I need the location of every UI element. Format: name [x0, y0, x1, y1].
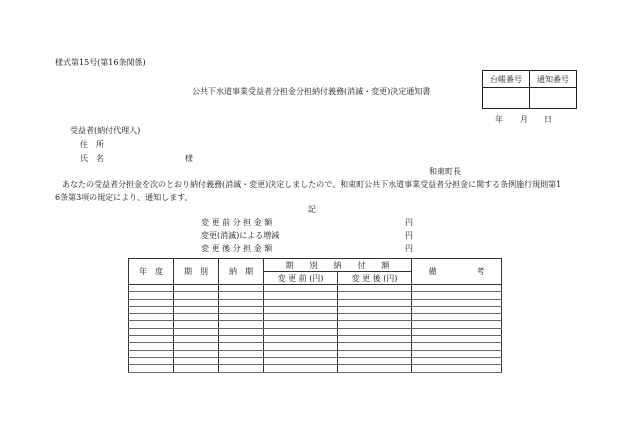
before-change-cell: [264, 328, 338, 335]
table-row: [129, 365, 502, 372]
amount-before-unit: 円: [405, 218, 413, 227]
before-change-cell: [264, 365, 338, 372]
year-cell: [129, 336, 174, 343]
remarks-cell: [412, 343, 502, 350]
date-month: 月: [520, 115, 528, 124]
remarks-cell: [412, 328, 502, 335]
col-due-date: 納 期: [219, 259, 264, 285]
before-change-cell: [264, 321, 338, 328]
table-row: [129, 306, 502, 313]
due-date-cell: [219, 343, 264, 350]
before-change-cell: [264, 285, 338, 292]
year-cell: [129, 321, 174, 328]
due-date-cell: [219, 292, 264, 299]
due-date-cell: [219, 357, 264, 364]
table-row: [129, 292, 502, 299]
due-date-cell: [219, 336, 264, 343]
ki-heading: 記: [308, 205, 316, 214]
after-change-cell: [338, 357, 412, 364]
period-cell: [174, 321, 219, 328]
form-number: 様式第15号(第16条関係): [55, 58, 146, 67]
table-row: [129, 299, 502, 306]
ledger-number-value: [483, 88, 530, 109]
after-change-cell: [338, 285, 412, 292]
after-change-cell: [338, 292, 412, 299]
installment-table: [128, 258, 502, 373]
period-cell: [174, 343, 219, 350]
before-change-cell: [264, 350, 338, 357]
due-date-cell: [219, 365, 264, 372]
table-row: [129, 336, 502, 343]
due-date-cell: [219, 314, 264, 321]
period-cell: [174, 314, 219, 321]
due-date-cell: [219, 328, 264, 335]
due-date-cell: [219, 299, 264, 306]
number-box: [482, 70, 577, 109]
before-change-cell: [264, 306, 338, 313]
year-cell: [129, 365, 174, 372]
amount-before-label: 変 更 前 分 担 金 額: [201, 218, 273, 227]
year-cell: [129, 285, 174, 292]
due-date-cell: [219, 350, 264, 357]
col-before-change: 変 更 前 (円): [264, 272, 338, 285]
period-cell: [174, 299, 219, 306]
remarks-cell: [412, 285, 502, 292]
table-row: [129, 343, 502, 350]
table-row: [129, 314, 502, 321]
period-cell: [174, 357, 219, 364]
after-change-cell: [338, 328, 412, 335]
date-day: 日: [544, 115, 552, 124]
remarks-cell: [412, 314, 502, 321]
period-cell: [174, 350, 219, 357]
after-change-cell: [338, 350, 412, 357]
recipient-heading: 受益者(納付代理人): [70, 126, 141, 135]
year-cell: [129, 299, 174, 306]
before-change-cell: [264, 357, 338, 364]
after-change-cell: [338, 299, 412, 306]
year-cell: [129, 292, 174, 299]
table-row: [129, 328, 502, 335]
year-cell: [129, 328, 174, 335]
remarks-cell: [412, 321, 502, 328]
notice-number-value: [530, 88, 577, 109]
table-row: [129, 357, 502, 364]
before-change-cell: [264, 343, 338, 350]
col-period: 期 別: [174, 259, 219, 285]
remarks-cell: [412, 299, 502, 306]
remarks-cell: [412, 292, 502, 299]
col-installment-amount: 期 別 納 付 額: [264, 259, 412, 272]
year-cell: [129, 314, 174, 321]
notice-number-label: 通知番号: [530, 71, 577, 88]
address-label: 住 所: [80, 140, 104, 149]
before-change-cell: [264, 314, 338, 321]
due-date-cell: [219, 321, 264, 328]
body-text-line1: あなたの受益者分担金を次のとおり納付義務(消滅・変更)決定しましたので、和束町公共下水道事業受益者分担金に関する条例施行規則第1: [62, 180, 562, 189]
period-cell: [174, 292, 219, 299]
amount-change-unit: 円: [405, 231, 413, 240]
due-date-cell: [219, 285, 264, 292]
after-change-cell: [338, 365, 412, 372]
period-cell: [174, 328, 219, 335]
period-cell: [174, 285, 219, 292]
body-text-line2: 6条第3項の規定により、通知します。: [55, 193, 193, 202]
due-date-cell: [219, 306, 264, 313]
table-row: [129, 285, 502, 292]
period-cell: [174, 336, 219, 343]
period-cell: [174, 306, 219, 313]
issuer: 和東町長: [429, 167, 461, 176]
before-change-cell: [264, 292, 338, 299]
year-cell: [129, 357, 174, 364]
col-after-change: 変 更 後 (円): [338, 272, 412, 285]
remarks-cell: [412, 336, 502, 343]
date-year: 年: [495, 115, 503, 124]
remarks-cell: [412, 357, 502, 364]
document-title: 公共下水道事業受益者分担金分担納付義務(消滅・変更)決定通知書: [192, 87, 431, 96]
remarks-cell: [412, 350, 502, 357]
amount-after-label: 変 更 後 分 担 金 額: [201, 244, 273, 253]
amount-change-label: 変更(消滅)による増減: [201, 231, 280, 240]
col-remarks: 備 考: [412, 259, 502, 285]
year-cell: [129, 306, 174, 313]
before-change-cell: [264, 299, 338, 306]
honorific: 様: [185, 154, 193, 163]
ledger-number-label: 台帳番号: [483, 71, 530, 88]
year-cell: [129, 343, 174, 350]
after-change-cell: [338, 314, 412, 321]
col-year: 年 度: [129, 259, 174, 285]
table-row: [129, 350, 502, 357]
after-change-cell: [338, 321, 412, 328]
year-cell: [129, 350, 174, 357]
after-change-cell: [338, 306, 412, 313]
before-change-cell: [264, 336, 338, 343]
after-change-cell: [338, 343, 412, 350]
period-cell: [174, 365, 219, 372]
remarks-cell: [412, 365, 502, 372]
after-change-cell: [338, 336, 412, 343]
name-label: 氏 名: [80, 154, 104, 163]
table-row: [129, 321, 502, 328]
remarks-cell: [412, 306, 502, 313]
amount-after-unit: 円: [405, 244, 413, 253]
